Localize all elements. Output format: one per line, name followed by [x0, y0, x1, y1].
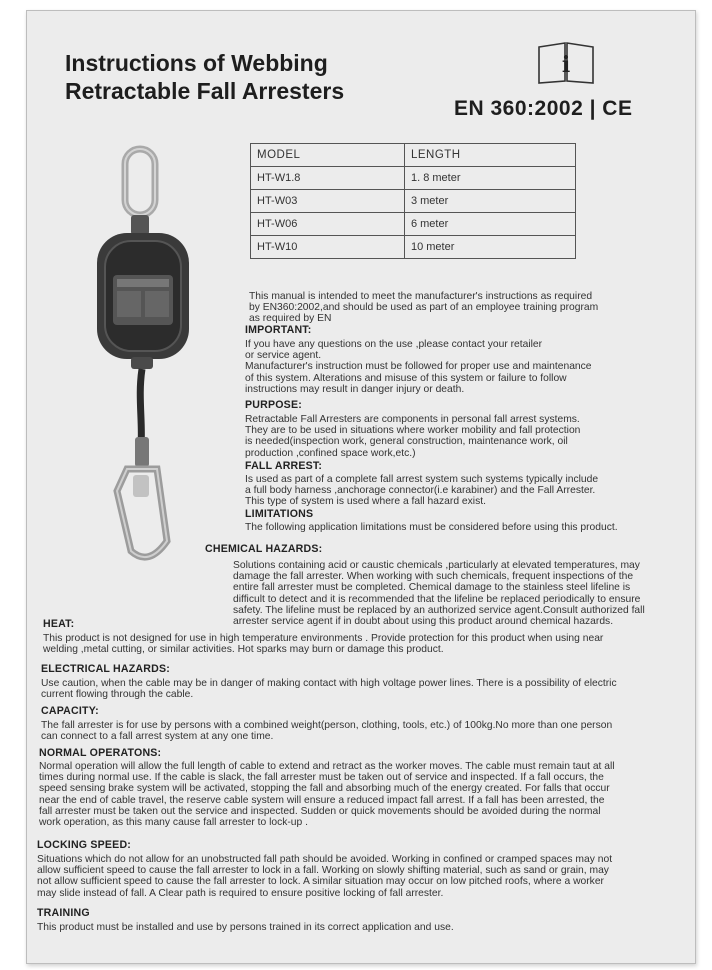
model-table: [250, 143, 576, 259]
text-line: Normal operation will allow the full length of cable to extend and retract as the worker moves. The cable must remain taut at all: [39, 761, 615, 772]
text-line: Solutions containing acid or caustic chemicals ,particularly at elevated temperatures, may: [233, 560, 640, 571]
heat-section: [43, 618, 603, 655]
purpose-section: [245, 399, 580, 459]
text-line: damage the fall arrester. When working with such chemicals, frequent inspections of the: [233, 571, 634, 583]
table-row: [251, 167, 576, 190]
text-line: The following application limitations must be considered before using this product.: [245, 522, 618, 533]
length-cell: 1. 8 meter: [404, 167, 575, 190]
text-line: This product is not designed for use in high temperature environments . Provide protection for this product when using near: [43, 633, 604, 644]
text-line: production ,confined space work,etc.): [245, 447, 416, 459]
text-line: If you have any questions on the use ,please contact your retailer: [245, 339, 543, 350]
section-heading: ELECTRICAL HAZARDS:: [41, 663, 170, 675]
limitations-section: [245, 508, 618, 533]
text-line: This product must be installed and use by persons trained in its correct application and use.: [37, 922, 454, 933]
text-line: This type of system is used where a fall hazard exist.: [245, 496, 486, 508]
table-header-cell: MODEL: [251, 144, 405, 167]
intro-paragraph: [249, 291, 598, 325]
text-line: Use caution, when the cable may be in danger of making contact with high voltage power lines. There is a possibility of electric: [41, 678, 617, 689]
text-line: may slide instead of fall. A Clear path is required to ensure positive locking of fall arrester.: [37, 887, 444, 899]
important-section: [245, 324, 592, 395]
table-header-row: [251, 144, 576, 167]
fall-arrester-illustration: [87, 141, 197, 571]
text-line: as required by EN: [249, 313, 332, 325]
book-info-icon: [536, 39, 596, 85]
text-line: work operation, as this many cause fall arrester to lock-up .: [39, 817, 308, 829]
text-line: arrester service agent if in doubt about using this product around chemical hazards.: [233, 616, 614, 628]
page-title: Instructions of Webbing Retractable Fall Arresters: [65, 50, 345, 104]
capacity-section: [41, 705, 612, 742]
text-line: fall arrester must be taken out the service and inspected. Sudden or quick movements should be avoided during the normal: [39, 805, 601, 817]
chemical-hazards-section: [205, 543, 645, 627]
text-line: not allow sufficient speed to cause the fall arrester to lock. A similar situation may occur on low pitched roofs, where a worker: [37, 876, 604, 888]
text-line: near the end of cable travel, the reserve cable system will ensure a reduced impact fall arrest. If a fall has been arrested, the: [39, 794, 605, 806]
text-line: by EN360:2002,and should be used as part of an employee training program: [249, 302, 599, 314]
instruction-sheet: [26, 10, 696, 964]
text-line: Manufacturer's instruction must be followed for proper use and maintenance: [245, 361, 592, 373]
text-line: Retractable Fall Arresters are components in personal fall arrest systems.: [245, 414, 580, 425]
length-cell: 10 meter: [404, 236, 575, 259]
section-heading: NORMAL OPERATONS:: [39, 747, 162, 759]
training-section: [37, 907, 454, 933]
locking-speed-section: [37, 839, 612, 899]
table-row: [251, 190, 576, 213]
section-heading: TRAINING: [37, 907, 90, 919]
text-line: entire fall arrester must be completed. Chemical damage to the stainless steel lifeline is: [233, 582, 631, 594]
text-line: of this system. Alterations and misuse of this system or failure to follow: [245, 372, 567, 384]
text-line: welding ,metal cutting, or similar activities. Hot sparks may burn or damage this product.: [43, 644, 444, 656]
table-header-cell: LENGTH: [404, 144, 575, 167]
top-carabiner: [125, 149, 155, 215]
section-heading: LOCKING SPEED:: [37, 839, 132, 851]
info-glyph: i: [561, 52, 571, 78]
text-line: allow sufficient speed to cause the fall arrester to lock in a fall. Working on slowly shifting material, such as sand or grain, may: [37, 865, 609, 877]
text-line: times during normal use. If the cable is slack, the fall arrester must be taken out of service and inspected. If a fall occurs, the: [39, 772, 604, 784]
electrical-hazards-section: [41, 663, 617, 700]
text-line: Is used as part of a complete fall arrest system such systems typically include: [245, 474, 599, 485]
text-line: They are to be used in situations where worker mobility and fall protection: [245, 425, 581, 437]
table-row: [251, 236, 576, 259]
text-line: This manual is intended to meet the manufacturer's instructions as required: [249, 291, 593, 302]
text-line: The fall arrester is for use by persons with a combined weight(person, clothing, tools, etc.) of 100kg.No more than one person: [41, 720, 613, 731]
text-line: can connect to a fall arrest system at any one time.: [41, 731, 274, 743]
section-heading: FALL ARREST:: [245, 460, 323, 472]
section-heading: CAPACITY:: [41, 705, 99, 717]
section-heading: HEAT:: [43, 618, 75, 630]
model-cell: HT-W1.8: [251, 167, 405, 190]
standard-label: EN 360:2002 | CE: [454, 97, 633, 120]
model-cell: HT-W03: [251, 190, 405, 213]
text-line: Situations which do not allow for an unobstructed fall path should be avoided. Working in confined or cramped spaces may not: [37, 854, 613, 865]
text-line: current flowing through the cable.: [41, 689, 194, 701]
text-line: speed sensing brake system will be activated, stopping the fall and absorbing much of the energy created. For falls that occur: [39, 783, 610, 795]
section-heading: IMPORTANT:: [245, 324, 312, 336]
model-cell: HT-W10: [251, 236, 405, 259]
text-line: difficult to detect and it is recommended that the lifeline be replaced periodically to ensure: [233, 593, 641, 605]
text-line: instructions may result in danger injury or death.: [245, 383, 465, 395]
fall-arrest-section: [245, 460, 598, 508]
text-line: is needed(inspection work, general construction, maintenance work, oil: [245, 436, 568, 448]
text-line: or service agent.: [245, 350, 322, 362]
text-line: a full body harness ,anchorage connector(i.e karabiner) and the Fall Arrester.: [245, 485, 596, 497]
text-line: safety. The lifeline must be replaced by an authorized service agent.Consult authorized fall: [233, 604, 645, 616]
section-heading: PURPOSE:: [245, 399, 302, 411]
model-cell: HT-W06: [251, 213, 405, 236]
section-heading: CHEMICAL HAZARDS:: [205, 543, 323, 555]
length-cell: 3 meter: [404, 190, 575, 213]
normal-operations-section: [39, 747, 615, 828]
section-heading: LIMITATIONS: [245, 508, 314, 520]
length-cell: 6 meter: [404, 213, 575, 236]
table-row: [251, 213, 576, 236]
